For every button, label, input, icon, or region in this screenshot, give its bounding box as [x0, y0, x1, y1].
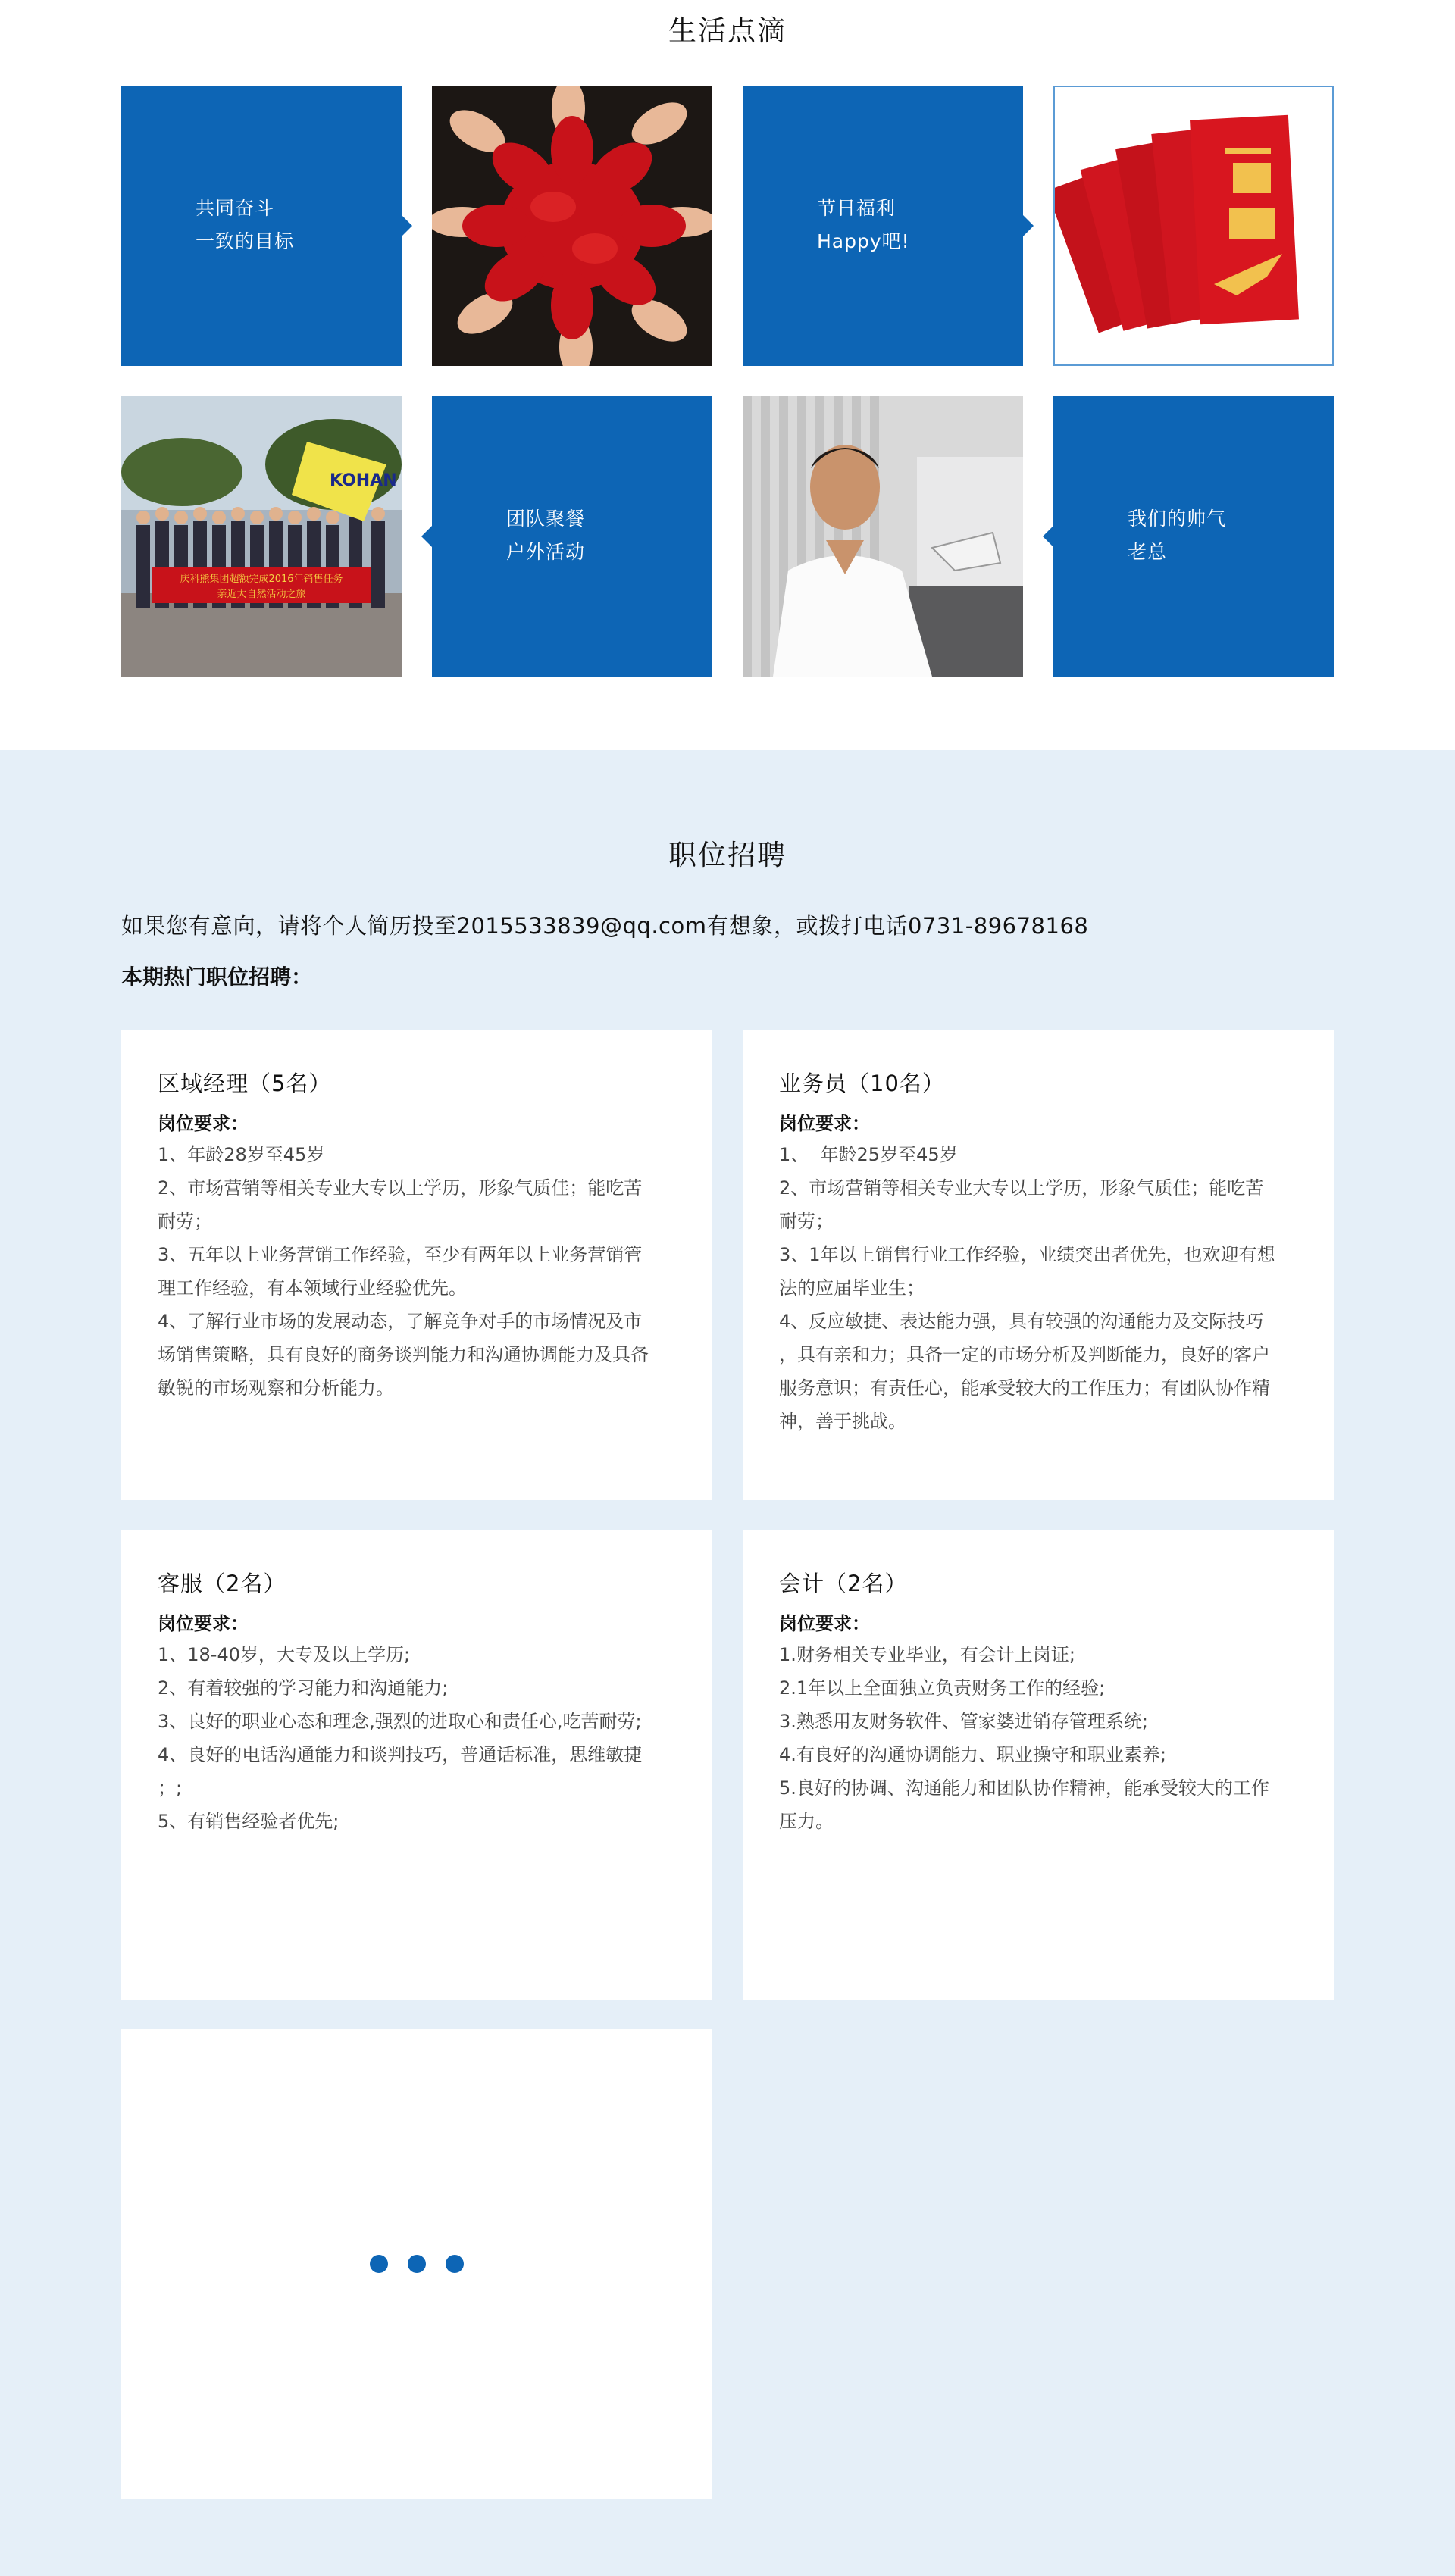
job-card-line: 4、良好的电话沟通能力和谈判技巧，普通话标准，思维敏捷	[158, 1744, 643, 1765]
tile-common-goal-text: 共同奋斗 一致的目标	[196, 197, 295, 252]
jobs-section-title: 职位招聘	[668, 839, 787, 871]
tile-team-dinner[interactable]	[432, 396, 712, 677]
job-card-line: 1、 年龄25岁至45岁	[779, 1144, 958, 1165]
banner-text-1: 庆科熊集团超额完成2016年销售任务	[180, 574, 343, 585]
tile-common-goal[interactable]	[121, 86, 402, 366]
job-card-req-label: 岗位要求：	[158, 1113, 249, 1134]
job-card-line: 2、有着较强的学习能力和沟通能力;	[158, 1677, 449, 1699]
team-outing-image	[121, 396, 402, 677]
job-card-line: ；;	[158, 1777, 183, 1799]
job-card-line: 3、五年以上业务营销工作经验，至少有两年以上业务营销管	[158, 1244, 643, 1265]
tile-team-dinner-text: 团队聚餐 户外活动	[506, 508, 586, 563]
job-card-line: 2、市场营销等相关专业大专以上学历，形象气质佳；能吃苦	[779, 1177, 1264, 1199]
job-card-line: 2.1年以上全面独立负责财务工作的经验;	[779, 1677, 1106, 1699]
more-dot-icon	[408, 2255, 426, 2273]
life-section-title: 生活点滴	[668, 14, 787, 47]
life-section	[0, 0, 1455, 750]
job-card-line: 1.财务相关专业毕业，有会计上岗证;	[779, 1644, 1075, 1665]
job-card-line: 3、良好的职业心态和理念,强烈的进取心和责任心,吃苦耐劳;	[158, 1711, 642, 1732]
job-card-line: 3、1年以上销售行业工作经验，业绩突出者优先，也欢迎有想	[779, 1244, 1275, 1265]
tile-holiday-benefits-text: 节日福利 Happy吧!	[817, 197, 910, 252]
job-card-title: 区域经理（5名）	[158, 1071, 332, 1096]
jobs-intro: 如果您有意向，请将个人简历投至2015533839@qq.com有想象，或拨打电话0731-89678168	[121, 913, 1089, 939]
jobs-section	[0, 750, 1455, 2576]
job-card-line: 2、市场营销等相关专业大专以上学历，形象气质佳；能吃苦	[158, 1177, 643, 1199]
job-card-req-label: 岗位要求：	[779, 1113, 870, 1134]
job-card-line: 1、年龄28岁至45岁	[158, 1144, 325, 1165]
job-card-line: 压力。	[779, 1811, 834, 1832]
job-card-line: ，具有亲和力；具备一定的市场分析及判断能力，良好的客户	[779, 1344, 1270, 1365]
job-card-line: 耐劳；	[158, 1211, 212, 1232]
red-hands-image	[432, 86, 712, 366]
arrow-left-icon	[421, 526, 432, 547]
job-card-salesperson[interactable]	[743, 1030, 1334, 1500]
banner-text-2: 亲近大自然活动之旅	[217, 589, 306, 600]
more-jobs-card[interactable]	[121, 2029, 712, 2499]
photo-red-hands[interactable]	[432, 86, 712, 366]
job-card-line: 法的应届毕业生；	[779, 1277, 925, 1299]
boss-image	[743, 396, 1023, 677]
job-card-line: 敏锐的市场观察和分析能力。	[158, 1377, 394, 1399]
job-card-title: 业务员（10名）	[779, 1071, 945, 1096]
job-card-req-label: 岗位要求：	[158, 1613, 249, 1634]
arrow-right-icon	[1023, 215, 1034, 236]
job-card-line: 4、了解行业市场的发展动态，了解竞争对手的市场情况及市	[158, 1311, 643, 1332]
job-card-accountant[interactable]	[743, 1530, 1334, 2000]
job-card-line: 场销售策略，具有良好的商务谈判能力和沟通协调能力及具备	[158, 1344, 649, 1365]
red-envelopes-image	[1055, 87, 1332, 364]
job-card-line: 3.熟悉用友财务软件、管家婆进销存管理系统;	[779, 1711, 1148, 1732]
arrow-right-icon	[402, 215, 412, 236]
job-card-customer-service[interactable]	[121, 1530, 712, 2000]
job-card-line: 理工作经验，有本领域行业经验优先。	[158, 1277, 467, 1299]
photo-team-outing[interactable]	[121, 396, 402, 677]
hot-jobs-label: 本期热门职位招聘：	[121, 964, 313, 989]
job-card-line: 4、反应敏捷、表达能力强，具有较强的沟通能力及交际技巧	[779, 1311, 1264, 1332]
tile-holiday-benefits[interactable]	[743, 86, 1023, 366]
job-card-line: 5、有销售经验者优先;	[158, 1811, 340, 1832]
job-card-line: 服务意识；有责任心，能承受较大的工作压力；有团队协作精	[779, 1377, 1270, 1399]
arrow-left-icon	[1043, 526, 1053, 547]
job-card-title: 会计（2名）	[779, 1571, 908, 1596]
job-card-line: 4.有良好的沟通协调能力、职业操守和职业素养;	[779, 1744, 1166, 1765]
photo-red-envelopes[interactable]	[1053, 86, 1334, 366]
job-card-req-label: 岗位要求：	[779, 1613, 870, 1634]
more-dot-icon	[446, 2255, 464, 2273]
job-card-line: 耐劳；	[779, 1211, 834, 1232]
flag-text: KOHAN	[330, 471, 397, 490]
job-card-regional-manager[interactable]	[121, 1030, 712, 1500]
job-card-line: 5.良好的协调、沟通能力和团队协作精神，能承受较大的工作	[779, 1777, 1269, 1799]
tile-boss[interactable]	[1053, 396, 1334, 677]
more-dot-icon	[370, 2255, 388, 2273]
job-card-line: 1、18-40岁，大专及以上学历;	[158, 1644, 411, 1665]
photo-boss[interactable]	[743, 396, 1023, 677]
tile-boss-text: 我们的帅气 老总	[1128, 508, 1227, 563]
job-card-title: 客服（2名）	[158, 1571, 286, 1596]
job-card-line: 神，善于挑战。	[779, 1411, 906, 1432]
